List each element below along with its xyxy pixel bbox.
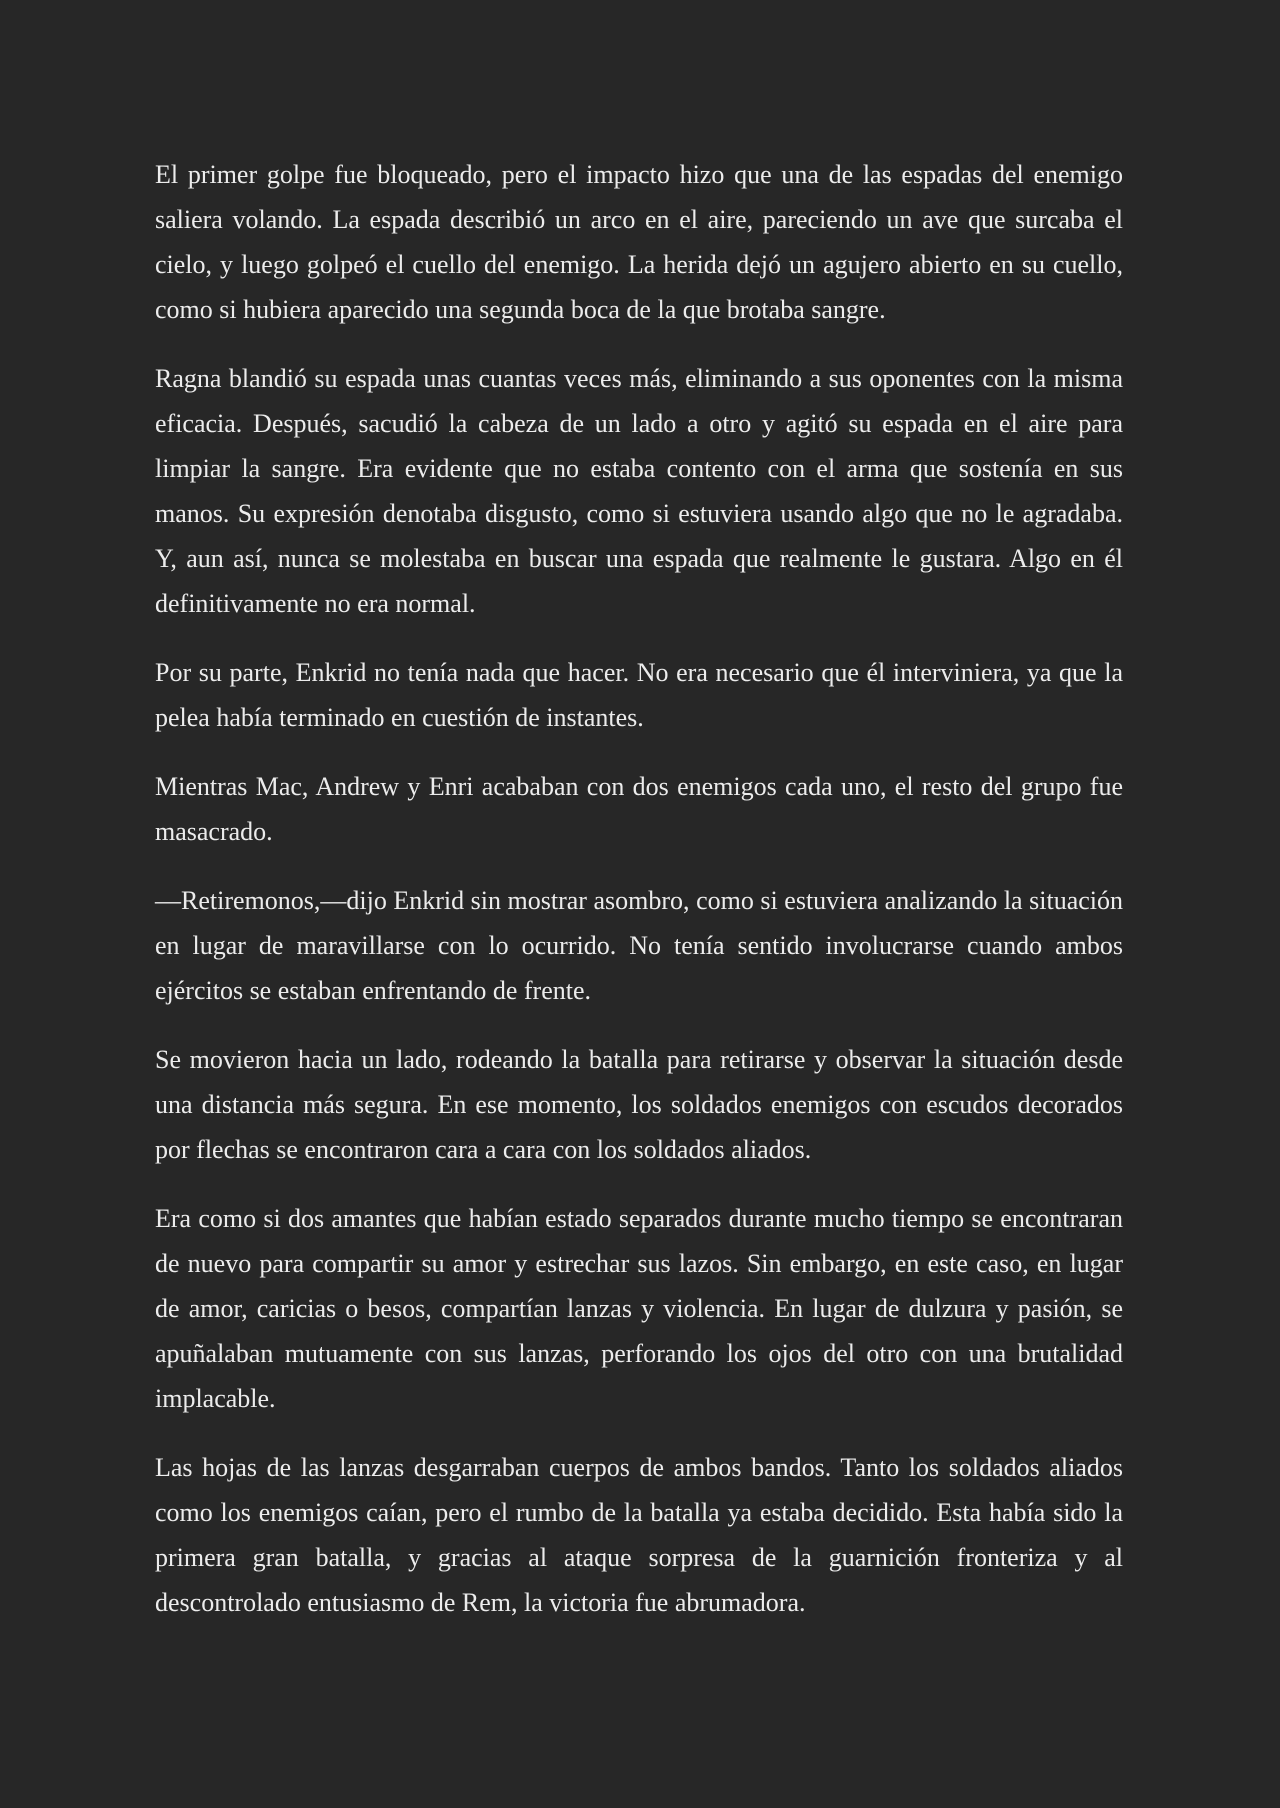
paragraph-2: Ragna blandió su espada unas cuantas veces más, eliminando a sus oponentes con la misma eficacia. Después, sacudió la cabeza de un lado a otro y agitó su espada en el aire para limpiar la sangre. Era evidente que no estaba contento con el arma que sostenía en sus manos. Su expresión denotaba disgusto, como si estuviera usando algo que no le agradaba. Y, aun así, nunca se molestaba en buscar una espada que realmente le gustara. Algo en él definitivamente no era normal.	[155, 364, 1123, 618]
paragraph-8: Las hojas de las lanzas desgarraban cuerpos de ambos bandos. Tanto los soldados aliados como los enemigos caían, pero el rumbo de la batalla ya estaba decidido. Esta había sido la primera gran batalla, y gracias al ataque sorpresa de la guarnición fronteriza y al descontrolado entusiasmo de Rem, la victoria fue abrumadora.	[155, 1453, 1123, 1617]
paragraph-3: Por su parte, Enkrid no tenía nada que hacer. No era necesario que él interviniera, ya que la pelea había terminado en cuestión de instantes.	[155, 658, 1123, 732]
paragraph-1: El primer golpe fue bloqueado, pero el impacto hizo que una de las espadas del enemigo saliera volando. La espada describió un arco en el aire, pareciendo un ave que surcaba el cielo, y luego golpeó el cuello del enemigo. La herida dejó un agujero abierto en su cuello, como si hubiera aparecido una segunda boca de la que brotaba sangre.	[155, 160, 1123, 324]
paragraph-7: Era como si dos amantes que habían estado separados durante mucho tiempo se encontraran de nuevo para compartir su amor y estrechar sus lazos. Sin embargo, en este caso, en lugar de amor, caricias o besos, compartían lanzas y violencia. En lugar de dulzura y pasión, se apuñalaban mutuamente con sus lanzas, perforando los ojos del otro con una brutalidad implacable.	[155, 1204, 1123, 1413]
paragraph-6: Se movieron hacia un lado, rodeando la batalla para retirarse y observar la situación desde una distancia más segura. En ese momento, los soldados enemigos con escudos decorados por flechas se encontraron cara a cara con los soldados aliados.	[155, 1045, 1123, 1164]
paragraph-4: Mientras Mac, Andrew y Enri acababan con dos enemigos cada uno, el resto del grupo fue masacrado.	[155, 772, 1123, 846]
paragraph-5: —Retiremonos,—dijo Enkrid sin mostrar asombro, como si estuviera analizando la situación en lugar de maravillarse con lo ocurrido. No tenía sentido involucrarse cuando ambos ejércitos se estaban enfrentando de frente.	[155, 886, 1123, 1005]
reader-page	[155, 152, 1123, 1649]
